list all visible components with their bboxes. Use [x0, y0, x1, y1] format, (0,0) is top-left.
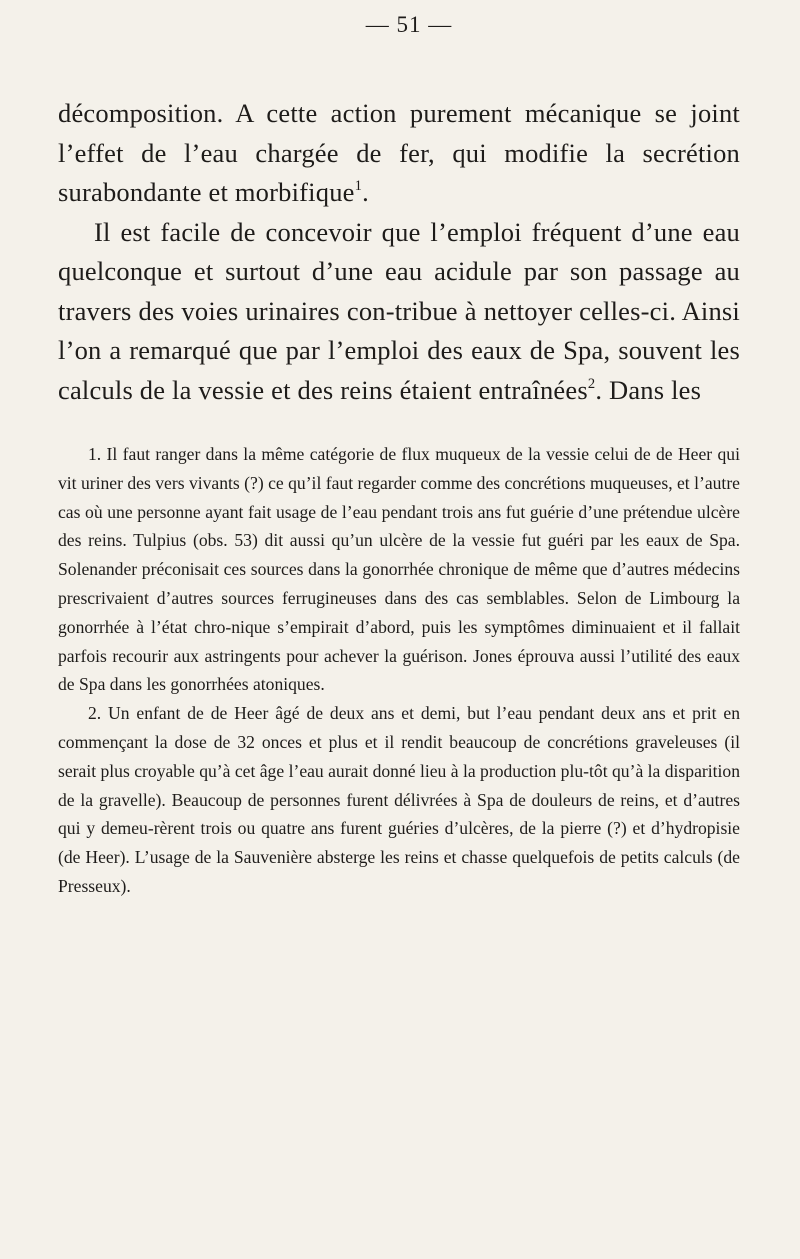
paragraph-tail: . Dans les — [595, 374, 702, 405]
footnote-reference: 1 — [354, 178, 363, 195]
paragraph-2 — [58, 213, 740, 411]
paragraph-tail: . — [362, 177, 369, 207]
paragraph-1 — [58, 94, 740, 213]
footnote-2: 2. Un enfant de de Heer âgé de deux ans et demi, but l’eau pendant deux ans et prit en commençant la dose de 32 onces et plus et il rendit beaucoup de concrétions graveleuses (il serait plus croyable qu’à cet âge l’eau aurait donné lieu à la production plu-tôt qu’à la disparition de la gravelle). Beaucoup de personnes furent délivrées à Spa de douleurs de reins, et d’autres qui y demeu-rèrent trois ou quatre ans furent guéries d’ulcères, de la pierre (?) et d’hydropisie (de Heer). L’usage de la Sauvenière absterge les reins et chasse quelquefois de petits calculs (de Presseux). — [58, 703, 740, 896]
footnote-reference: 2 — [587, 375, 596, 392]
paragraph-text: Il est facile de concevoir que l’emploi fréquent d’une eau quelconque et surtout d’une eau acidule par son passage au travers des voies urinaires con-tribue à nettoyer celles-ci. Ainsi l’on a remarqué que par l’emploi des eaux de Spa, souvent les calculs de la vessie et des reins étaient entraînées — [58, 216, 740, 405]
main-text — [58, 94, 740, 410]
paragraph-text: décomposition. A cette action purement mécanique se joint l’effet de l’eau chargée de fer, qui modifie la secrétion surabondante et morbifique — [58, 98, 740, 207]
footnote-1: 1. Il faut ranger dans la même catégorie de flux muqueux de la vessie celui de de Heer qui vit uriner des vers vivants (?) ce qu’il faut regarder comme des concrétions muqueuses, et l’autre cas où une personne ayant fait usage de l’eau pendant trois ans fut guérie d’une prétendue ulcère des reins. Tulpius (obs. 53) dit aussi qu’un ulcère de la vessie fut guéri par les eaux de Spa. Solenander préconisait ces sources dans la gonorrhée chronique de même que d’autres médecins prescrivaient d’autres sources ferrugineuses dans des cas semblables. Selon de Limbourg la gonorrhée à l’état chro-nique s’empirait d’abord, puis les symptômes diminuaient et il fallait parfois recourir aux astringents pour achever la guérison. Jones éprouva aussi l’utilité des eaux de Spa dans les gonorrhées atoniques. — [58, 444, 740, 695]
footnotes — [58, 440, 740, 901]
page-number-header: — 51 — — [365, 12, 453, 37]
